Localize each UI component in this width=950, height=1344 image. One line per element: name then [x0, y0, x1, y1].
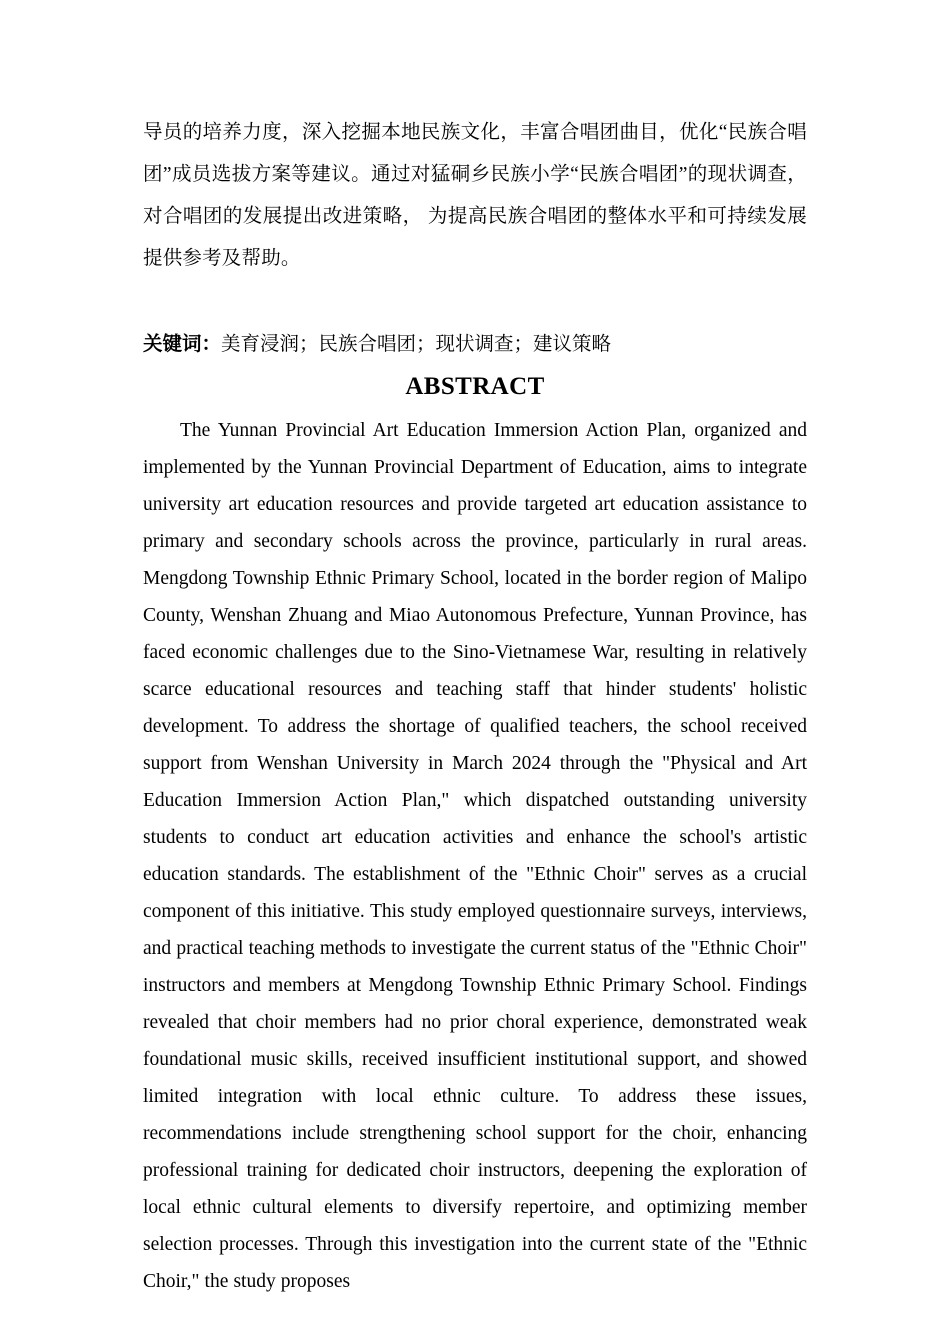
- keywords-values: 美育浸润；民族合唱团；现状调查；建议策略: [221, 334, 612, 355]
- chinese-abstract-continuation-paragraph: 导员的培养力度，深入挖掘本地民族文化，丰富合唱团曲目，优化“民族合唱团”成员选拔方案等建议。通过对猛硐乡民族小学“民族合唱团”的现状调查，对合唱团的发展提出改进策略， 为提高民族合唱团的整体水平和可持续发展提供参考及帮助。: [143, 122, 807, 269]
- keywords-line: [143, 280, 807, 366]
- abstract-heading: ABSTRACT: [405, 373, 545, 400]
- keywords-label: 关键词: [143, 334, 202, 355]
- keywords-separator: ：: [201, 334, 222, 355]
- english-abstract-paragraph: The Yunnan Provincial Art Education Immersion Action Plan, organized and implemented by the Yunnan Provincial Department of Education, aims to integrate university art education resources and provide targeted art education assistance to primary and secondary schools across the province, particularly in rural areas. Mengdong Township Ethnic Primary School, located in the border region of Malipo County, Wenshan Zhuang and Miao Autonomous Prefecture, Yunnan Province, has faced economic challenges due to the Sino-Vietnamese War, resulting in relatively scarce educational resources and teaching staff that hinder students' holistic development. To address the shortage of qualified teachers, the school received support from Wenshan University in March 2024 through the "Physical and Art Education Immersion Action Plan," which dispatched outstanding university students to conduct art education activities and enhance the school's artistic education standards. The establishment of the "Ethnic Choir" serves as a crucial component of this initiative. This study employed questionnaire surveys, interviews, and practical teaching methods to investigate the current status of the "Ethnic Choir" instructors and members at Mengdong Township Ethnic Primary School. Findings revealed that choir members had no prior choral experience, demonstrated weak foundational music skills, received insufficient institutional support, and showed limited integration with local ethnic culture. To address these issues, recommendations include strengthening school support for the choir, enhancing professional training for dedicated choir instructors, deepening the exploration of local ethnic cultural elements to diversify repertoire, and optimizing member selection processes. Through this investigation into the current state of the "Ethnic Choir," the study proposes: [143, 420, 807, 1292]
- page-content-column: [143, 112, 807, 1300]
